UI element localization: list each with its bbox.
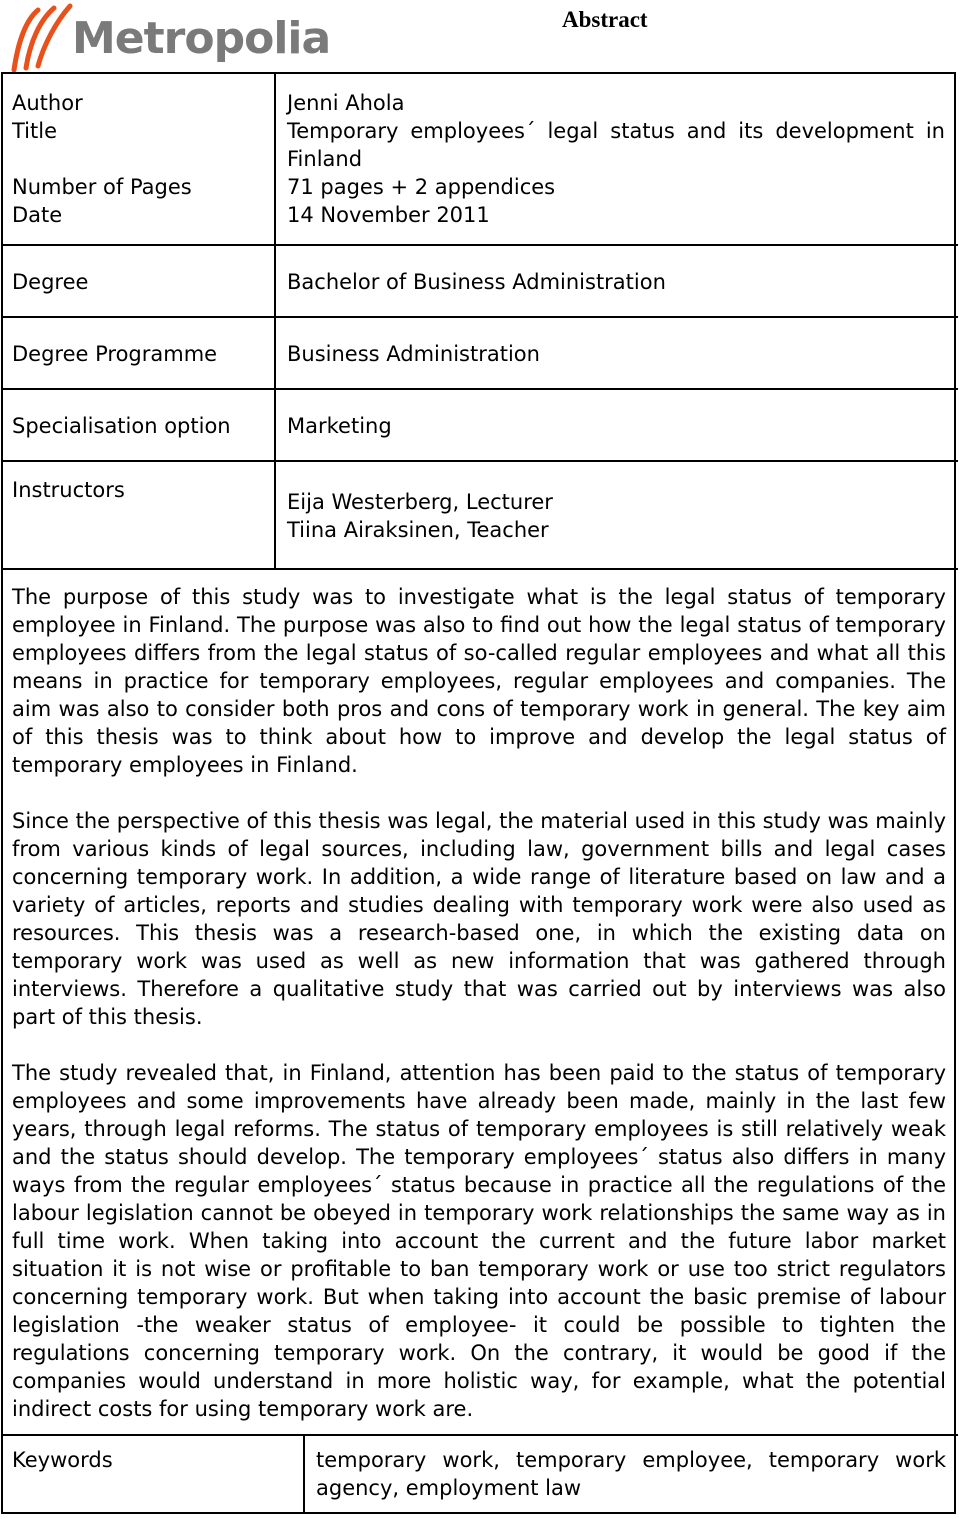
column-divider — [274, 72, 276, 570]
column-divider — [303, 1434, 305, 1514]
page-title: Abstract — [562, 7, 648, 32]
metropolia-logo — [8, 2, 331, 72]
divider — [1, 1434, 958, 1436]
logo-swoosh-icon — [8, 2, 78, 72]
author-value: Jenni Ahola — [287, 91, 405, 115]
degree-label: Degree — [12, 270, 89, 294]
abstract-paragraph: The purpose of this study was to investigate what is the legal status of temporary employee in Finland. The purpose was also to find out how the legal status of temporary employees differs from the legal status of so-called regular employees and what all this means in practice for temporary employees, regular employees and companies. The aim was also to consider both pros and cons of temporary work in general. The key aim of this thesis was to think about how to improve and develop the legal status of temporary employees in Finland. — [12, 585, 946, 777]
pages-label: Number of Pages — [12, 175, 192, 199]
keywords-value: temporary work, temporary employee, temporary work agency, employment law — [316, 1448, 946, 1500]
abstract-paragraph: The study revealed that, in Finland, attention has been paid to the status of temporary employees and some improvements have already been made, mainly in the last few years, through legal reforms. The status of temporary employees is still relatively weak and the status should develop. The temporary employees´ status also differs in many ways from the regular employees´ status because in practice all the regulations of the labour legislation cannot be obeyed in temporary work relationships the same way as in full time work. When taking into account the current and the future labor market situation it is not wise or profitable to ban temporary work or use too strict regulators concerning temporary work. But when taking into account the basic premise of labour legislation -the weaker status of employee- it could be possible to tighten the regulations concerning temporary work. On the contrary, it would be good if the companies would understand in more holistic way, for example, what the potential indirect costs for using temporary work are. — [12, 1061, 946, 1421]
pages-value: 71 pages + 2 appendices — [287, 175, 556, 199]
date-label: Date — [12, 203, 63, 227]
programme-label: Degree Programme — [12, 342, 218, 366]
keywords-label: Keywords — [12, 1448, 113, 1472]
title-label: Title — [12, 119, 58, 143]
date-value: 14 November 2011 — [287, 203, 490, 227]
divider — [1, 244, 958, 246]
programme-value: Business Administration — [287, 342, 540, 366]
divider — [1, 316, 958, 318]
abstract-paragraph: Since the perspective of this thesis was legal, the material used in this study was mainly from various kinds of legal sources, including law, government bills and legal cases concerning temporary work. In addition, a wide range of literature based on law and a variety of articles, reports and studies dealing with temporary work were also used as resources. This thesis was a research-based one, in which the existing data on temporary work was used as well as new information that was gathered through interviews. Therefore a qualitative study that was carried out by interviews was also part of this thesis. — [12, 809, 946, 1029]
divider — [1, 460, 958, 462]
divider — [1, 568, 958, 570]
logo-text: Metropolia — [72, 13, 331, 64]
instructor-item: Eija Westerberg, Lecturer — [287, 490, 553, 514]
specialisation-value: Marketing — [287, 414, 392, 438]
instructor-item: Tiina Airaksinen, Teacher — [287, 518, 549, 542]
degree-value: Bachelor of Business Administration — [287, 270, 666, 294]
title-value: Temporary employees´ legal status and its development in Finland — [287, 119, 945, 171]
divider — [1, 388, 958, 390]
specialisation-label: Specialisation option — [12, 414, 231, 438]
instructors-label: Instructors — [12, 478, 125, 502]
author-label: Author — [12, 91, 83, 115]
